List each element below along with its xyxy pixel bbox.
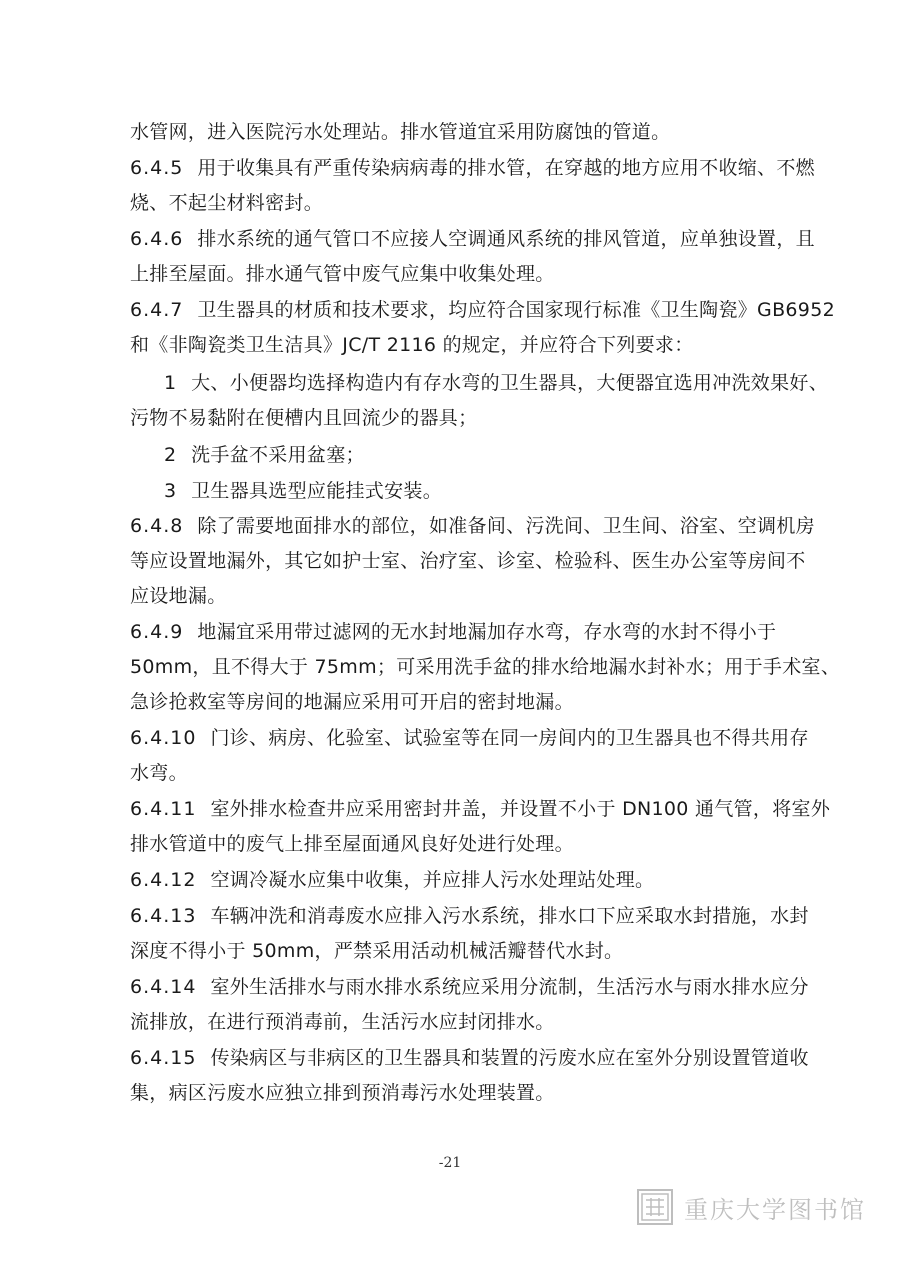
- clause-number: 6.4.13: [130, 905, 197, 927]
- list-number: 1: [164, 372, 178, 394]
- text-line: 集，病区污废水应独立排到预消毒污水处理装置。: [130, 1082, 555, 1104]
- text-line: 2 洗手盆不采用盆塞；: [164, 444, 365, 466]
- text-line: 6.4.14 室外生活排水与雨水排水系统应采用分流制，生活污水与雨水排水应分: [130, 976, 809, 998]
- text-line: 应设地漏。: [130, 585, 227, 607]
- text-line: 污物不易黏附在便槽内且回流少的器具；: [130, 407, 478, 429]
- text-line: 50mm，且不得大于 75mm；可采用洗手盆的排水给地漏水封补水；用于手术室、: [130, 656, 841, 678]
- clause-number: 6.4.12: [130, 869, 197, 891]
- clause-number: 6.4.7: [130, 299, 184, 321]
- list-number: 3: [164, 480, 178, 502]
- text-line: 流排放，在进行预消毒前，生活污水应封闭排水。: [130, 1011, 555, 1033]
- text-line: 急诊抢救室等房间的地漏应采用可开启的密封地漏。: [130, 691, 574, 713]
- text-line: 6.4.9 地漏宜采用带过滤网的无水封地漏加存水弯，存水弯的水封不得小于: [130, 621, 777, 643]
- clause-number: 6.4.5: [130, 157, 184, 179]
- text-line: 6.4.7 卫生器具的材质和技术要求，均应符合国家现行标准《卫生陶瓷》GB6952: [130, 299, 835, 321]
- library-watermark: [636, 1188, 866, 1226]
- clause-number: 6.4.9: [130, 621, 184, 643]
- clause-number: 6.4.8: [130, 515, 184, 537]
- text-line: 6.4.5 用于收集具有严重传染病病毒的排水管，在穿越的地方应用不收缩、不燃: [130, 157, 815, 179]
- text-line: 6.4.10 门诊、病房、化验室、试验室等在同一房间内的卫生器具也不得共用存: [130, 727, 809, 749]
- text-line: 等应设置地漏外，其它如护士室、治疗室、诊室、检验科、医生办公室等房间不: [130, 550, 806, 572]
- text-line: 上排至屋面。排水通气管中废气应集中收集处理。: [130, 263, 555, 285]
- page-number: -21: [438, 1155, 462, 1171]
- text-line: 6.4.13 车辆冲洗和消毒废水应排入污水系统，排水口下应采取水封措施，水封: [130, 905, 809, 927]
- clause-number: 6.4.15: [130, 1047, 197, 1069]
- text-line: 水管网，进入医院污水处理站。排水管道宜采用防腐蚀的管道。: [130, 121, 671, 143]
- text-line: 6.4.12 空调冷凝水应集中收集，并应排人污水处理站处理。: [130, 869, 655, 891]
- text-line: 和《非陶瓷类卫生洁具》JC/T 2116 的规定，并应符合下列要求：: [130, 334, 694, 356]
- clause-number: 6.4.11: [130, 798, 197, 820]
- text-line: 烧、不起尘材料密封。: [130, 192, 324, 214]
- text-line: 深度不得小于 50mm，严禁采用活动机械活瓣替代水封。: [130, 940, 624, 962]
- library-logo-icon: [636, 1188, 674, 1226]
- text-line: 6.4.8 除了需要地面排水的部位，如准备间、污洗间、卫生间、浴室、空调机房: [130, 515, 815, 537]
- text-line: 1 大、小便器均选择构造内有存水弯的卫生器具，大便器宜选用冲洗效果好、: [164, 372, 828, 394]
- text-line: 6.4.11 室外排水检查井应采用密封井盖，并设置不小于 DN100 通气管，将室外: [130, 798, 831, 820]
- text-line: 3 卫生器具选型应能挂式安装。: [164, 480, 442, 502]
- list-number: 2: [164, 444, 178, 466]
- text-line: 排水管道中的废气上排至屋面通风良好处进行处理。: [130, 833, 574, 855]
- text-line: 水弯。: [130, 762, 188, 784]
- watermark-text: 重庆大学图书馆: [684, 1195, 866, 1224]
- text-line: 6.4.15 传染病区与非病区的卫生器具和装置的污废水应在室外分别设置管道收: [130, 1047, 809, 1069]
- clause-number: 6.4.6: [130, 228, 184, 250]
- clause-number: 6.4.10: [130, 727, 197, 749]
- clause-number: 6.4.14: [130, 976, 197, 998]
- text-line: 6.4.6 排水系统的通气管口不应接人空调通风系统的排风管道，应单独设置，且: [130, 228, 815, 250]
